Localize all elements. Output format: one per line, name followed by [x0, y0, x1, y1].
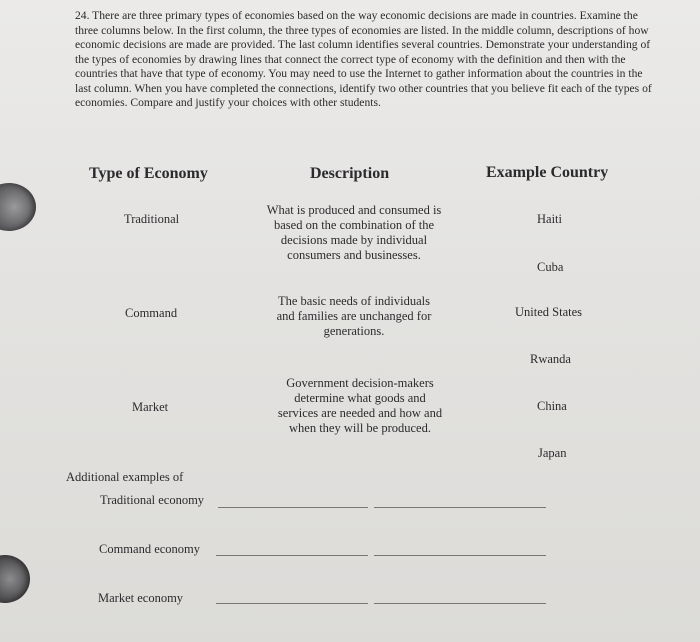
header-type-of-economy: Type of Economy	[89, 165, 208, 182]
market-economy-label: Market economy	[98, 591, 184, 605]
question-instructions: 24. There are three primary types of economies based on the way economic decisions are made in countries. Examine the three columns below. In the first column, the three types of economies are listed. In the middle column, descriptions of how economic decisions are made are provided. The last column identifies several countries. Demonstrate your understanding of the types of economies by drawing lines that connect the correct type of economy with the definition and then with the countries that have that type of economy. You may need to use the Internet to gather information about the countries in the last column. When you have completed the connections, identify two other countries that you believe fit each of the types of economies. Compare and justify your choices with other students.	[75, 9, 652, 109]
command-answer-line-2[interactable]	[374, 555, 546, 556]
country-haiti: Haiti	[537, 212, 562, 226]
economy-type-command: Command	[125, 306, 178, 320]
description-command: Government decision-makers determine what goods and services are needed and how and when they will be produced.	[277, 376, 443, 435]
description-traditional: The basic needs of individuals and families are unchanged for generations.	[276, 294, 432, 338]
market-answer-line-1[interactable]	[216, 603, 368, 604]
traditional-economy-label: Traditional economy	[100, 493, 205, 507]
country-japan: Japan	[538, 446, 567, 460]
traditional-answer-line-1[interactable]	[218, 507, 368, 508]
country-united-states: United States	[515, 305, 583, 319]
command-answer-line-1[interactable]	[216, 555, 368, 556]
header-example-country: Example Country	[486, 164, 609, 181]
description-market: What is produced and consumed is based on the combination of the decisions made by individual consumers and businesses.	[266, 203, 442, 262]
country-rwanda: Rwanda	[530, 352, 571, 366]
header-description: Description	[310, 165, 390, 182]
economy-type-traditional: Traditional	[124, 212, 180, 226]
country-china: China	[537, 399, 567, 413]
command-economy-label: Command economy	[99, 542, 201, 556]
additional-examples-heading: Additional examples of	[66, 470, 184, 484]
market-answer-line-2[interactable]	[374, 603, 546, 604]
economy-type-market: Market	[132, 400, 169, 414]
traditional-answer-line-2[interactable]	[374, 507, 546, 508]
country-cuba: Cuba	[537, 260, 564, 274]
